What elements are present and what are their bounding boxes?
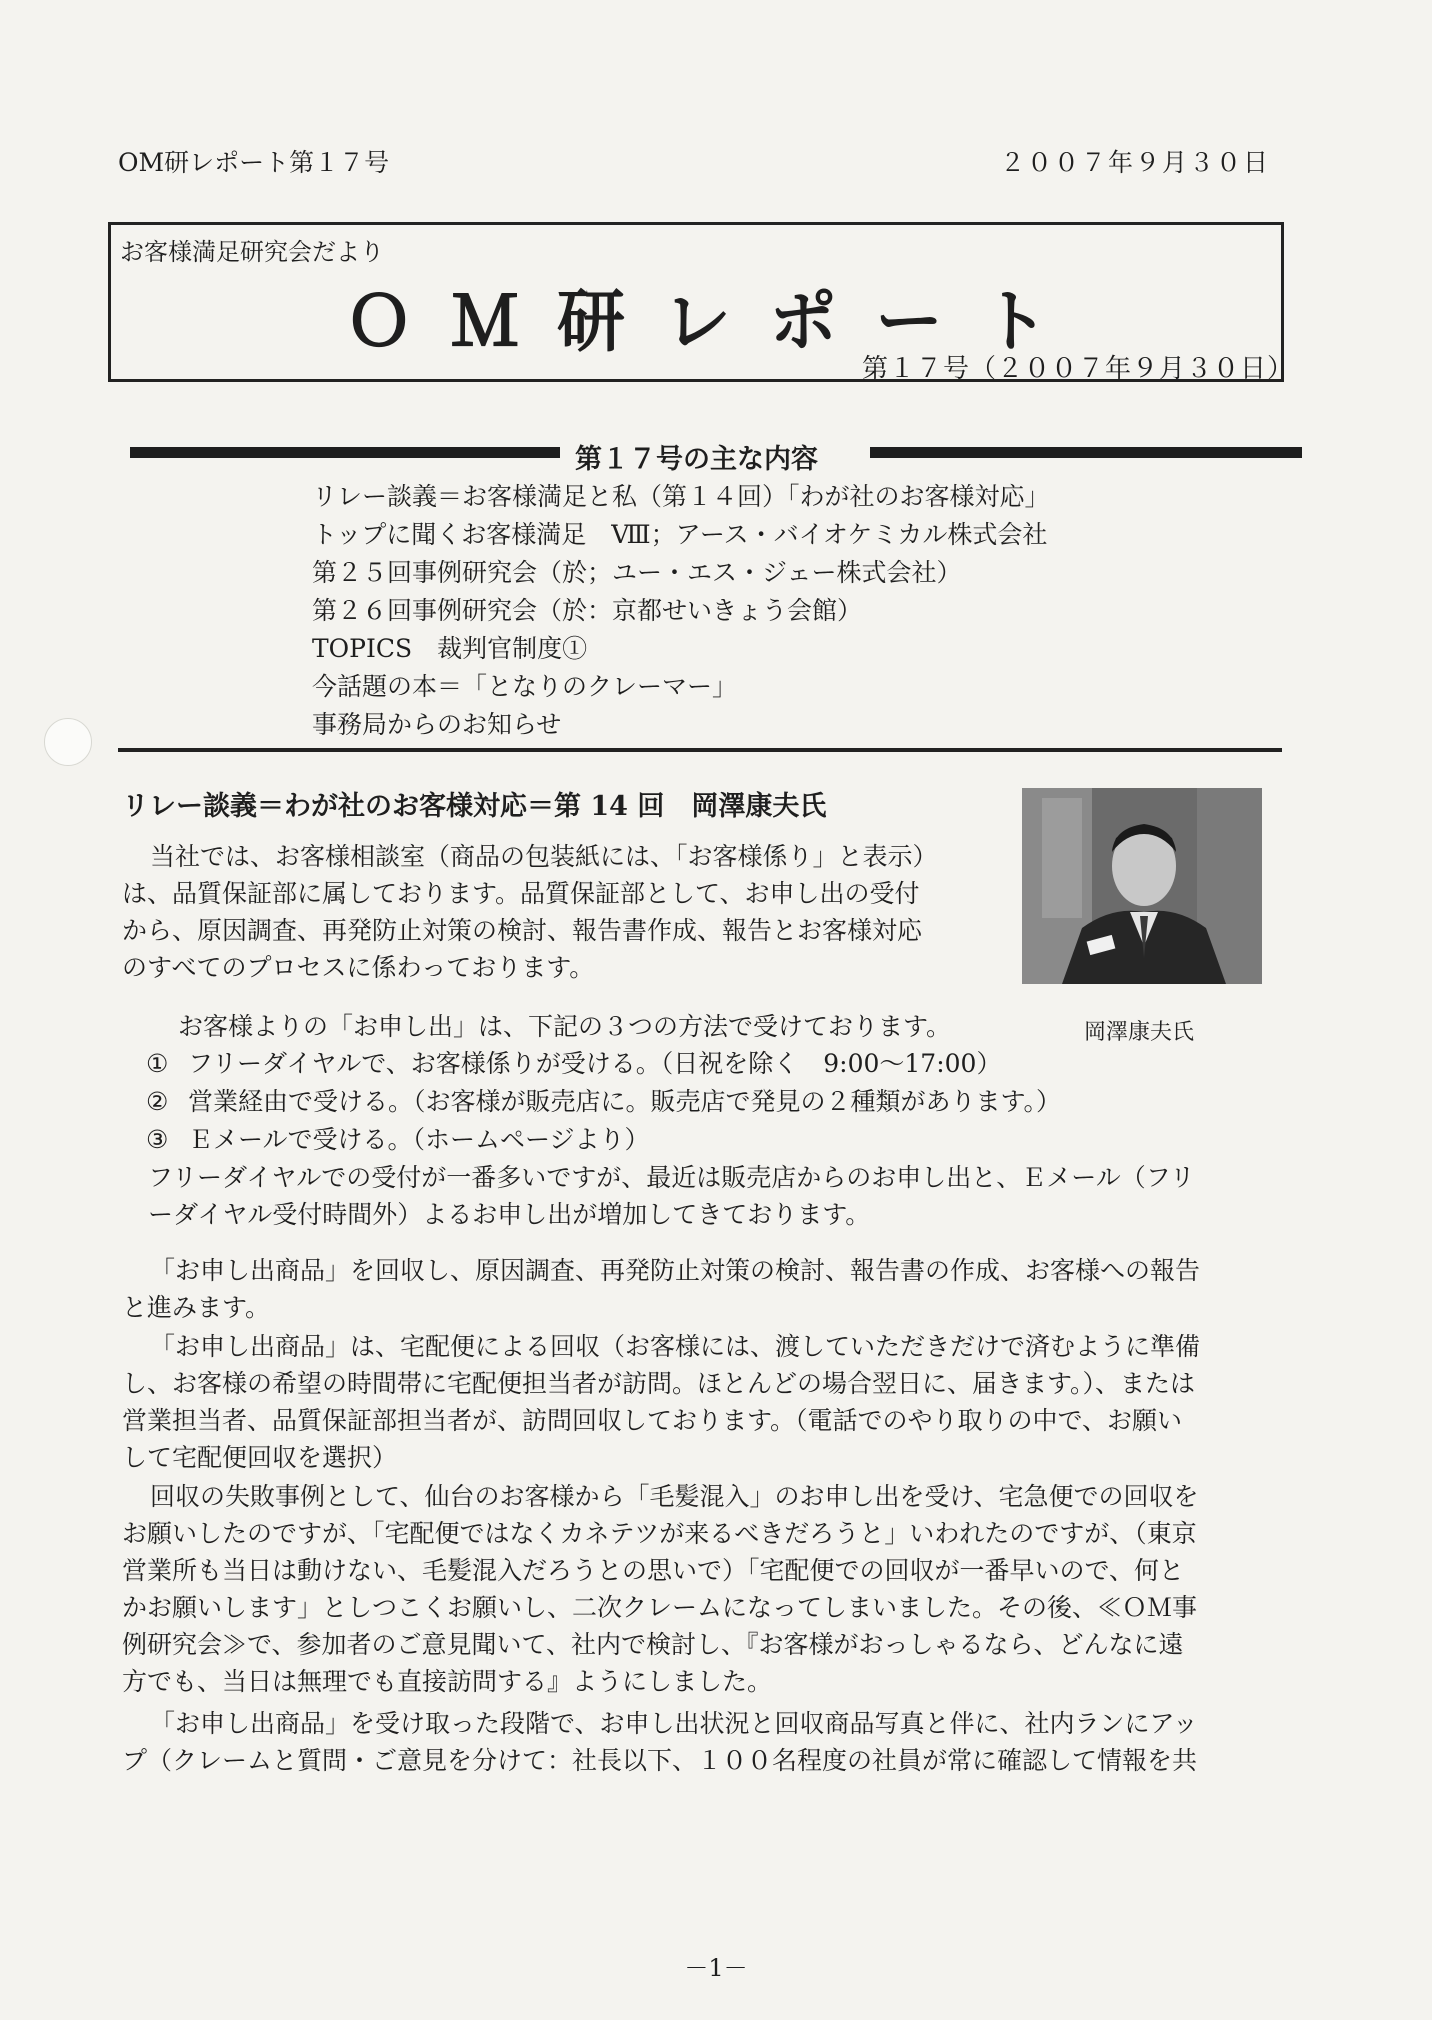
- text-line: プ（クレームと質問・ご意見を分けて：社長以下、１００名程度の社員が常に確認して情報を共: [122, 1746, 1198, 1775]
- text-line: から、原因調査、再発防止対策の検討、報告書作成、報告とお客様対応: [122, 916, 923, 945]
- page-number: －1－: [684, 1954, 748, 1982]
- method-text: 営業経由で受ける。（お客様が販売店に。販売店で発見の２種類があります。）: [188, 1087, 1062, 1116]
- text-line: 当社では、お客様相談室（商品の包装紙には、「お客様係り」と表示）: [150, 842, 938, 871]
- text-line: し、お客様の希望の時間帯に宅配便担当者が訪問。ほとんどの場合翌日に、届きます。）、または: [122, 1369, 1196, 1398]
- free-dial-paragraph: [148, 1159, 1308, 1233]
- article-title: リレー談義＝わが社のお客様対応＝第 14 回 岡澤康夫氏: [122, 791, 827, 822]
- section-divider: [118, 748, 1282, 752]
- toc-item: 第２６回事例研究会（於：京都せいきょう会館）: [312, 596, 863, 625]
- text-line: お願いしたのですが、「宅配便ではなくカネテツが来るべきだろうと」いわれたのですが、（東京: [122, 1519, 1197, 1548]
- toc-item: 第２５回事例研究会（於；ユー・エス・ジェー株式会社）: [312, 558, 962, 587]
- methods-list: [146, 1045, 1061, 1159]
- upload-paragraph: [122, 1705, 1308, 1779]
- return-paragraph: [122, 1252, 1308, 1326]
- text-line: 「お申し出商品」を受け取った段階で、お申し出状況と回収商品写真と伴に、社内ランにアッ: [150, 1709, 1198, 1738]
- method-text: フリーダイヤルで、お客様係りが受ける。（日祝を除く 9:00～17:00）: [188, 1049, 1002, 1078]
- banner-title: ＯＭ研レポート: [344, 282, 1087, 362]
- text-line: 「お申し出商品」を回収し、原因調査、再発防止対策の検討、報告書の作成、お客様への報告: [150, 1256, 1201, 1285]
- text-line: は、品質保証部に属しております。品質保証部として、お申し出の受付: [122, 879, 920, 908]
- delivery-paragraph: [122, 1328, 1308, 1476]
- method-item: [146, 1121, 1061, 1159]
- toc-heading: 第１７号の主な内容: [575, 444, 818, 475]
- photo-caption: 岡澤康夫氏: [1084, 1020, 1195, 1045]
- toc-bar-left: [130, 447, 560, 458]
- method-number: ①: [146, 1049, 169, 1078]
- toc-item: TOPICS 裁判官制度①: [312, 634, 588, 663]
- text-line: と進みます。: [122, 1293, 271, 1322]
- toc-bar-right: [870, 447, 1302, 458]
- toc-item: リレー談義＝お客様満足と私（第１４回）「わが社のお客様対応」: [312, 482, 1050, 511]
- toc-list: [312, 478, 1050, 744]
- text-line: フリーダイヤルでの受付が一番多いですが、最近は販売店からのお申し出と、Ｅメール（フリ: [148, 1163, 1195, 1192]
- text-line: ーダイヤル受付時間外）よるお申し出が増加してきております。: [148, 1200, 871, 1229]
- toc-item: トップに聞くお客様満足 Ⅷ；アース・バイオケミカル株式会社: [312, 520, 1048, 549]
- method-item: [146, 1045, 1061, 1083]
- method-item: [146, 1083, 1061, 1121]
- text-line: かお願いします」としつこくお願いし、二次クレームになってしまいました。その後、≪ＯＭ事: [122, 1593, 1198, 1622]
- banner-subtitle: お客様満足研究会だより: [120, 238, 384, 266]
- method-number: ②: [146, 1087, 169, 1116]
- text-line: 「お申し出商品」は、宅配便による回収（お客様には、渡していただきだけで済むように準備: [150, 1332, 1201, 1361]
- toc-item: 今話題の本＝「となりのクレーマー」: [312, 672, 738, 701]
- header-date: ２００７年９月３０日: [1000, 148, 1271, 177]
- text-line: 方でも、当日は無理でも直接訪問する』ようにしました。: [122, 1667, 773, 1696]
- failure-case-paragraph: [122, 1478, 1308, 1700]
- text-line: 営業所も当日は動けない、毛髪混入だろうとの思いで）「宅配便での回収が一番早いので、何と: [122, 1556, 1185, 1585]
- header-issue-label: OM研レポート第１７号: [118, 148, 390, 177]
- methods-intro: お客様よりの「お申し出」は、下記の３つの方法で受けております。: [178, 1012, 952, 1041]
- text-line: 例研究会≫で、参加者のご意見聞いて、社内で検討し、『お客様がおっしゃるなら、どんなに遠: [122, 1630, 1184, 1659]
- text-line: のすべてのプロセスに係わっております。: [122, 953, 595, 982]
- method-text: Ｅメールで受ける。（ホームページより）: [188, 1125, 650, 1154]
- toc-item: 事務局からのお知らせ: [312, 710, 562, 739]
- portrait-illustration: [1022, 788, 1262, 984]
- text-line: して宅配便回収を選択）: [122, 1443, 398, 1472]
- binder-hole: [44, 718, 92, 766]
- intro-paragraph: [122, 838, 1002, 986]
- method-number: ③: [146, 1125, 169, 1154]
- text-line: 回収の失敗事例として、仙台のお客様から「毛髪混入」のお申し出を受け、宅急便での回収を: [150, 1482, 1199, 1511]
- text-line: 営業担当者、品質保証部担当者が、訪問回収しております。（電話でのやり取りの中で、お願い: [122, 1406, 1183, 1435]
- banner-issue: 第１７号（２００７年９月３０日）: [862, 354, 1295, 384]
- portrait-photo: [1022, 788, 1262, 984]
